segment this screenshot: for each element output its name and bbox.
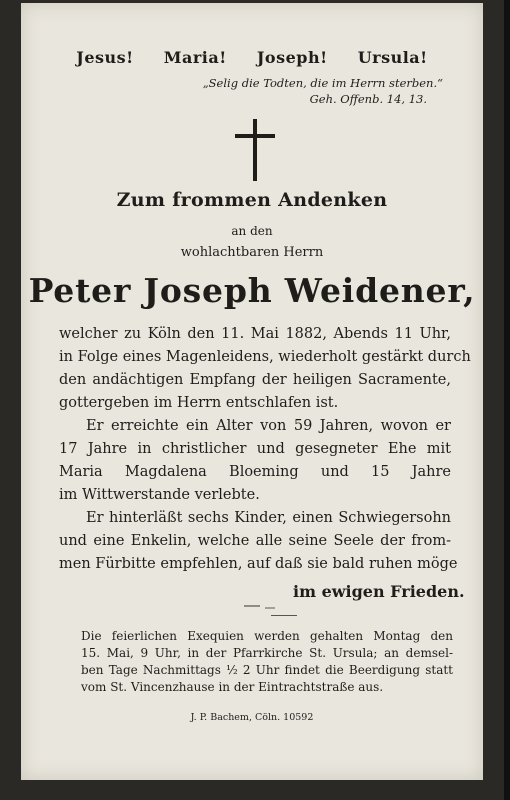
- body-line: und eine Enkelin, welche alle seine Seele der from-: [59, 533, 451, 549]
- body-line: den andächtigen Empfang der heiligen Sacramente,: [59, 372, 451, 388]
- cross-icon: [253, 119, 257, 181]
- invocation-jesus: Jesus!: [76, 48, 134, 67]
- printer-imprint: J. P. Bachem, Cöln. 10592: [190, 712, 314, 723]
- deceased-name: Peter Joseph Weidener,: [28, 271, 476, 310]
- cross-icon-bar: [235, 134, 275, 138]
- heading: Zum frommen Andenken: [116, 189, 388, 211]
- bible-reference: Geh. Offenb. 14, 13.: [309, 92, 427, 106]
- ornament-divider: [265, 607, 275, 609]
- invocation-ursula: Ursula!: [357, 48, 428, 67]
- ornament-divider: [244, 605, 260, 607]
- an-den-text: an den: [231, 224, 273, 238]
- body-line: men Fürbitte empfehlen, auf daß sie bald ruhen möge: [59, 556, 458, 572]
- honorific-text: wohlachtbaren Herrn: [180, 245, 324, 260]
- body-line: 17 Jahre in christlicher und gesegneter Ehe mit: [59, 441, 451, 457]
- notice-line: ben Tage Nachmittags ½ 2 Uhr findet die Beerdigung statt: [81, 663, 453, 677]
- body-line: Er hinterläßt sechs Kinder, einen Schwiegersohn: [86, 510, 451, 526]
- body-line: welcher zu Köln den 11. Mai 1882, Abends 11 Uhr,: [59, 326, 451, 342]
- notice-line: Die feierlichen Exequien werden gehalten Montag den: [81, 629, 453, 643]
- closing-phrase: im ewigen Frieden.: [293, 582, 465, 601]
- invocation-joseph: Joseph!: [256, 48, 328, 67]
- memorial-card: [21, 3, 483, 780]
- bible-quote: „Selig die Todten, die im Herrn sterben.“: [202, 76, 443, 90]
- notice-line: 15. Mai, 9 Uhr, in der Pfarrkirche St. Ursula; an demsel-: [81, 646, 453, 660]
- body-line: Er erreichte ein Alter von 59 Jahren, wovon er: [86, 418, 451, 434]
- notice-line: vom St. Vincenzhause in der Eintrachtstraße aus.: [81, 680, 384, 694]
- body-line: gottergeben im Herrn entschlafen ist.: [59, 395, 339, 411]
- body-line: in Folge eines Magenleidens, wiederholt gestärkt durch: [59, 349, 471, 365]
- invocation-line: [21, 48, 483, 67]
- body-line: im Wittwerstande verlebte.: [59, 487, 260, 503]
- divider-rule: [271, 615, 297, 616]
- invocation-maria: Maria!: [163, 48, 227, 67]
- right-edge-shadow: [504, 0, 510, 800]
- body-line: Maria Magdalena Bloeming und 15 Jahre: [59, 464, 451, 480]
